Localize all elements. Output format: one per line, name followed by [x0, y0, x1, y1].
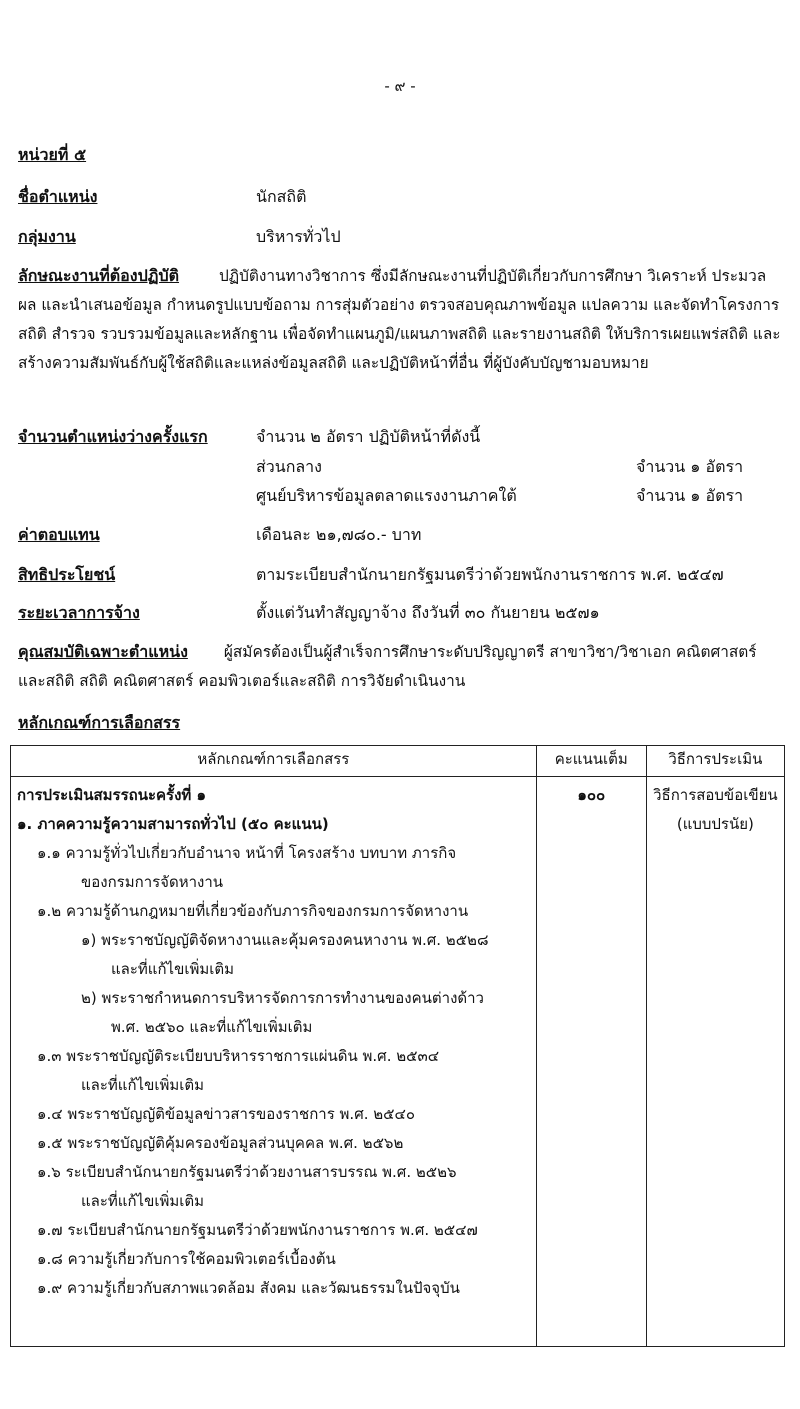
list-item: ๑) พระราชบัญญัติจัดหางานและคุ้มครองคนหางาน พ.ศ. ๒๕๒๘: [81, 931, 489, 949]
list-item: ๑.๖ ระเบียบสำนักนายกรัฐมนตรีว่าด้วยงานสารบรรณ พ.ศ. ๒๕๒๖: [37, 1163, 457, 1181]
vacancy-item-count: จำนวน ๑ อัตรา: [636, 486, 744, 505]
list-item: ๑.๑ ความรู้ทั่วไปเกี่ยวกับอำนาจ หน้าที่ โครงสร้าง บทบาท ภารกิจ: [37, 844, 457, 862]
group-value: บริหารทั่วไป: [256, 227, 341, 246]
unit-heading: หน่วยที่ ๕: [18, 145, 87, 164]
header-method: วิธีการประเมิน: [646, 746, 784, 777]
vacancy-value: จำนวน ๒ อัตรา ปฏิบัติหน้าที่ดังนี้: [256, 427, 481, 446]
vacancy-item-name: ศูนย์บริหารข้อมูลตลาดแรงงานภาคใต้: [256, 486, 517, 505]
list-item-cont: และที่แก้ไขเพิ่มเติม: [81, 1076, 205, 1094]
table-row: [11, 777, 785, 1347]
vacancy-item-name: ส่วนกลาง: [256, 457, 322, 476]
duty-text: ปฏิบัติงานทางวิชาการ ซึ่งมีลักษณะงานที่ปฏิบัติเกี่ยวกับการศึกษา วิเคราะห์ ประมวลผล และนำเสนอข้อมูล กำหนดรูปแบบข้อถาม การสุ่มตัวอย่าง ตรวจสอบคุณภาพข้อมูล แปลความ และจัดทำโครงการสถิติ สำรวจ รวบรวมข้อมูลและหลักฐาน เพื่อจัดทำแผนภูมิ/แผนภาพสถิติ และรายงานสถิติ ให้บริการเผยแพร่สถิติ และสร้างความสัมพันธ์กับผู้ใช้สถิติและแหล่งข้อมูลสถิติ และปฏิบัติหน้าที่อื่น ที่ผู้บังคับบัญชามอบหมาย: [18, 267, 781, 372]
vacancy-label: จำนวนตำแหน่งว่างครั้งแรก: [18, 427, 208, 446]
qual-label: คุณสมบัติเฉพาะตำแหน่ง: [18, 642, 188, 661]
list-item: ๑.๔ พระราชบัญญัติข้อมูลข่าวสารของราชการ พ.ศ. ๒๕๔๐: [37, 1105, 416, 1123]
page-number: - ๙ -: [384, 77, 416, 95]
score-cell: [536, 777, 646, 1347]
criteria-heading: หลักเกณฑ์การเลือกสรร: [18, 713, 181, 732]
method-cell: [646, 777, 784, 1347]
pay-value: เดือนละ ๒๑,๗๘๐.- บาท: [256, 525, 422, 544]
method-line: (แบบปรนัย): [676, 815, 754, 833]
header-score: คะแนนเต็ม: [536, 746, 646, 777]
position-value: นักสถิติ: [256, 187, 307, 206]
list-item: ๑.๙ ความรู้เกี่ยวกับสภาพแวดล้อม สังคม และวัฒนธรรมในปัจจุบัน: [37, 1279, 460, 1297]
duty-paragraph: [18, 261, 782, 378]
pay-label: ค่าตอบแทน: [18, 525, 100, 544]
list-item: ๑.๕ พระราชบัญญัติคุ้มครองข้อมูลส่วนบุคคล พ.ศ. ๒๕๖๒: [37, 1134, 404, 1152]
criteria-cell: [11, 777, 537, 1347]
section-title: การประเมินสมรรถนะครั้งที่ ๑: [17, 786, 207, 804]
qualification-paragraph: [18, 637, 782, 696]
criteria-table: [10, 745, 785, 1347]
period-value: ตั้งแต่วันทำสัญญาจ้าง ถึงวันที่ ๓๐ กันยายน ๒๕๗๑: [256, 603, 600, 622]
benefit-value: ตามระเบียบสำนักนายกรัฐมนตรีว่าด้วยพนักงานราชการ พ.ศ. ๒๕๔๗: [256, 565, 724, 584]
benefit-label: สิทธิประโยชน์: [18, 565, 116, 584]
period-label: ระยะเวลาการจ้าง: [18, 603, 140, 622]
duty-label: ลักษณะงานที่ต้องปฏิบัติ: [18, 266, 180, 285]
qual-text: ผู้สมัครต้องเป็นผู้สำเร็จการศึกษาระดับปริญญาตรี สาขาวิชา/วิชาเอก คณิตศาสตร์และสถิติ สถิติ คณิตศาสตร์ คอมพิวเตอร์และสถิติ การวิจัยดำเนินงาน: [18, 643, 757, 690]
list-item: ๑.๒ ความรู้ด้านกฎหมายที่เกี่ยวข้องกับภารกิจของกรมการจัดหางาน: [37, 902, 469, 920]
group-label: กลุ่มงาน: [18, 227, 76, 246]
list-item-cont: และที่แก้ไขเพิ่มเติม: [81, 1192, 205, 1210]
score-value: ๑๐๐: [577, 786, 606, 804]
method-line: วิธีการสอบข้อเขียน: [653, 786, 778, 804]
table-header-row: [11, 746, 785, 777]
list-item-cont: และที่แก้ไขเพิ่มเติม: [111, 960, 235, 978]
vacancy-item-count: จำนวน ๑ อัตรา: [636, 457, 744, 476]
header-criteria: หลักเกณฑ์การเลือกสรร: [11, 746, 537, 777]
list-item: ๑.๓ พระราชบัญญัติระเบียบบริหารราชการแผ่นดิน พ.ศ. ๒๕๓๔: [37, 1047, 440, 1065]
position-label: ชื่อตำแหน่ง: [18, 187, 98, 206]
part-title: ๑. ภาคความรู้ความสามารถทั่วไป (๕๐ คะแนน): [17, 815, 329, 833]
list-item-cont: ของกรมการจัดหางาน: [81, 873, 224, 891]
list-item: ๑.๗ ระเบียบสำนักนายกรัฐมนตรีว่าด้วยพนักงานราชการ พ.ศ. ๒๕๔๗: [37, 1221, 478, 1239]
list-item-cont: พ.ศ. ๒๕๖๐ และที่แก้ไขเพิ่มเติม: [111, 1018, 313, 1036]
list-item: ๑.๘ ความรู้เกี่ยวกับการใช้คอมพิวเตอร์เบื้องต้น: [37, 1250, 336, 1268]
list-item: ๒) พระราชกำหนดการบริหารจัดการการทำงานของคนต่างด้าว: [81, 989, 484, 1007]
